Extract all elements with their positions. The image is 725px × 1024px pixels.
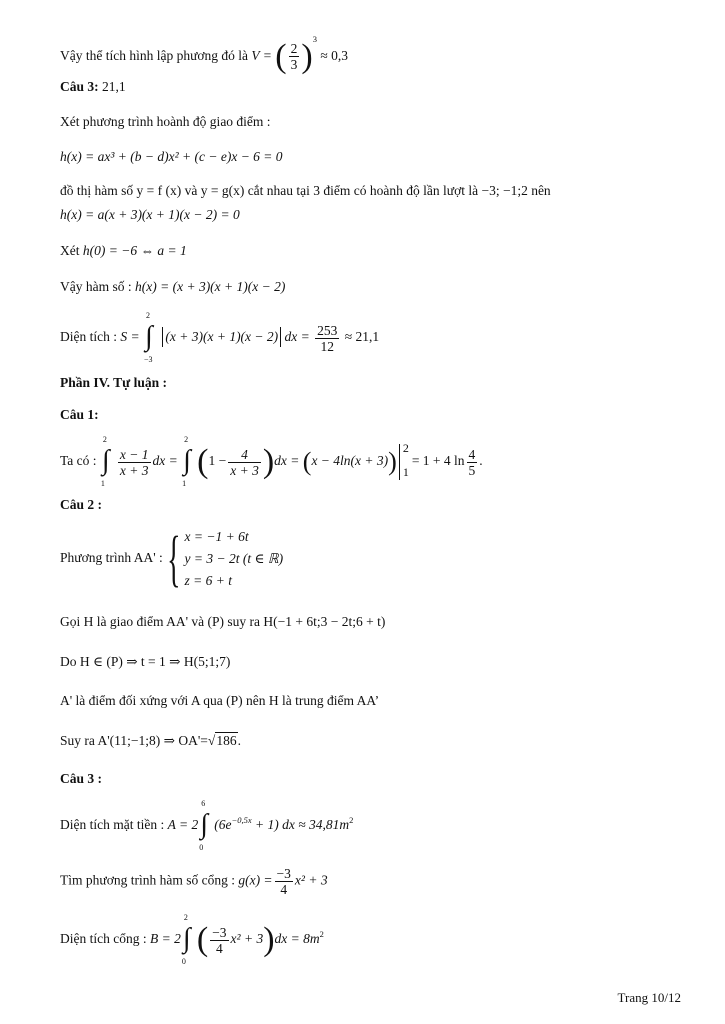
integral-sign: 2 ∫ 1 — [182, 435, 191, 488]
area-abs: (x + 3)(x + 1)(x − 2) — [162, 327, 281, 347]
gate-function-line — [60, 866, 328, 897]
gate-fraction: $\frac{-3}{4}$ — [212, 924, 227, 956]
facade-body: (6e — [214, 817, 232, 833]
sqrt-value: 186 — [216, 733, 237, 748]
volume-result: ≈ 0,3 — [320, 48, 348, 63]
sys-x: x = −1 + 6t — [184, 529, 249, 544]
volume-exponent: 3 — [312, 34, 317, 44]
integrand-fraction: $\frac{x - 1}{x + 3}$ — [119, 446, 149, 478]
facade-body2: + 1) dx ≈ 34,81m — [251, 817, 350, 833]
vay-label: Vậy hàm số : — [60, 279, 132, 294]
paren-open: ( — [197, 443, 209, 480]
one-minus: 1 − — [208, 453, 227, 469]
cau3-value: 21,1 — [102, 79, 126, 94]
integral-sign: 2 ∫ 1 — [100, 435, 110, 488]
system — [185, 526, 284, 592]
evaluation-bar: 2 1 — [399, 444, 412, 480]
area-dx: dx = — [284, 329, 310, 345]
vay-math: h(x) = (x + 3)(x + 1)(x − 2) — [135, 279, 286, 294]
g-rest: x² + 3 — [294, 872, 328, 888]
page-number: Trang 10/12 — [617, 990, 681, 1005]
xet2-math: h(0) = −6 ⇔ a = 1 — [82, 243, 187, 258]
facade-exp: −0,5x — [231, 815, 252, 826]
paren-close: ) — [262, 443, 275, 480]
antiderivative: x − 4ln(x + 3) — [311, 453, 389, 469]
suyra-text: Suy ra A'(11;−1;8) ⇒ OA'= — [60, 733, 208, 748]
period: . — [237, 733, 241, 748]
tl-cau2: Câu 2 : — [60, 497, 103, 512]
goi-line: Gọi H là giao điểm AA' và (P) suy ra H(−1 + 6t;3 − 2t;6 + t) — [60, 614, 386, 629]
cau3-answer — [60, 78, 126, 96]
graph-line: đồ thị hàm số y = f (x) và y = g(x) cắt nhau tại 3 điểm có hoành độ lần lượt là −3; −1;2 nên — [60, 183, 551, 198]
tl-cau3: Câu 3 : — [60, 771, 103, 786]
sys-z: z = 6 + t — [184, 573, 233, 588]
paren-open: ( — [196, 921, 209, 958]
h-factored: h(x) = a(x + 3)(x + 1)(x − 2) = 0 — [60, 207, 240, 222]
g-of-x: g(x) = — [238, 872, 273, 888]
inner-fraction: $\frac{4}{x + 3}$ — [230, 446, 259, 478]
paren-open: ( — [275, 37, 287, 75]
parametric-line — [60, 526, 283, 592]
suyra-line: Suy ra A'(11;−1;8) ⇒ OA'=√186. — [60, 733, 241, 748]
dx-eq: dx = — [274, 453, 300, 469]
pt-label: Phương trình AA' : — [60, 550, 163, 566]
unit-exp: 2 — [349, 815, 354, 826]
xet2-label: Xét — [60, 243, 80, 258]
paren-close: ) — [301, 37, 313, 75]
area-line — [60, 311, 380, 364]
volume-text: Vậy thể tích hình lập phương đó là — [60, 48, 249, 63]
dx-eq: dx = — [152, 453, 178, 469]
sys-y: y = 3 − 2t (t ∈ ℝ) — [184, 551, 284, 566]
gate-result: dx = 8m — [274, 931, 320, 947]
xet2-line — [60, 242, 187, 260]
gate-area-line — [60, 913, 324, 966]
gate-area-label: Diện tích cổng : — [60, 931, 147, 947]
paren-open: ( — [302, 447, 312, 476]
cau3-label: Câu 3: — [60, 79, 99, 94]
symmetric-line: A' là điểm đối xứng với A qua (P) nên H là trung điểm AA’ — [60, 693, 380, 708]
gate-function-label: Tìm phương trình hàm số cổng : — [60, 872, 235, 888]
result-fraction: $\frac{4}{5}$ — [468, 446, 476, 478]
unit-exp: 2 — [319, 929, 324, 940]
paren-close: ) — [388, 447, 397, 476]
area-result: ≈ 21,1 — [344, 329, 380, 345]
cau1-integral: Ta có : 2 ∫ 1 $\frac{x - 1}{x + 3}$ dx = 2 ∫ 1 (1 − $\frac{4}{x + 3}$ )dx = (x − 4ln(x + 3)) 2 1 = 1 + 4 ln $\frac{4}{5}$ . — [60, 435, 483, 488]
paren-close: ) — [263, 921, 275, 958]
vay-line — [60, 278, 285, 296]
area-label: Diện tích : — [60, 329, 117, 345]
facade-label: Diện tích mặt tiền : — [60, 817, 165, 833]
do-line: Do H ∈ (P) ⇒ t = 1 ⇒ H(5;1;7) — [60, 654, 231, 669]
facade-A: A = 2 — [167, 817, 199, 833]
gate-B: B = 2 — [149, 931, 181, 947]
facade-line — [60, 799, 354, 852]
integral-sign: 6 ∫ 0 — [199, 799, 208, 852]
area-fraction: $\frac{253}{12}$ — [317, 322, 338, 354]
volume-fraction: $\frac{2}{3}$ — [290, 41, 298, 73]
cau1-result: = 1 + 4 ln — [411, 453, 465, 469]
integral-sign: 2 ∫ −3 — [144, 311, 153, 364]
part4-heading: Phần IV. Tự luận : — [60, 375, 168, 390]
h-equation: h(x) = ax³ + (b − d)x² + (c − e)x − 6 = 0 — [60, 149, 283, 164]
volume-var: V = — [251, 48, 272, 63]
volume-line — [60, 30, 348, 74]
gate-rest: x² + 3 — [230, 931, 264, 947]
xet-line: Xét phương trình hoành độ giao điểm : — [60, 114, 271, 129]
integral-sign: 2 ∫ 0 — [181, 913, 191, 966]
tl-cau1: Câu 1: — [60, 407, 99, 422]
g-fraction: $\frac{-3}{4}$ — [276, 866, 291, 897]
area-S: S = — [120, 329, 140, 345]
brace-icon: { — [166, 525, 181, 593]
taco-label: Ta có : — [60, 453, 97, 469]
